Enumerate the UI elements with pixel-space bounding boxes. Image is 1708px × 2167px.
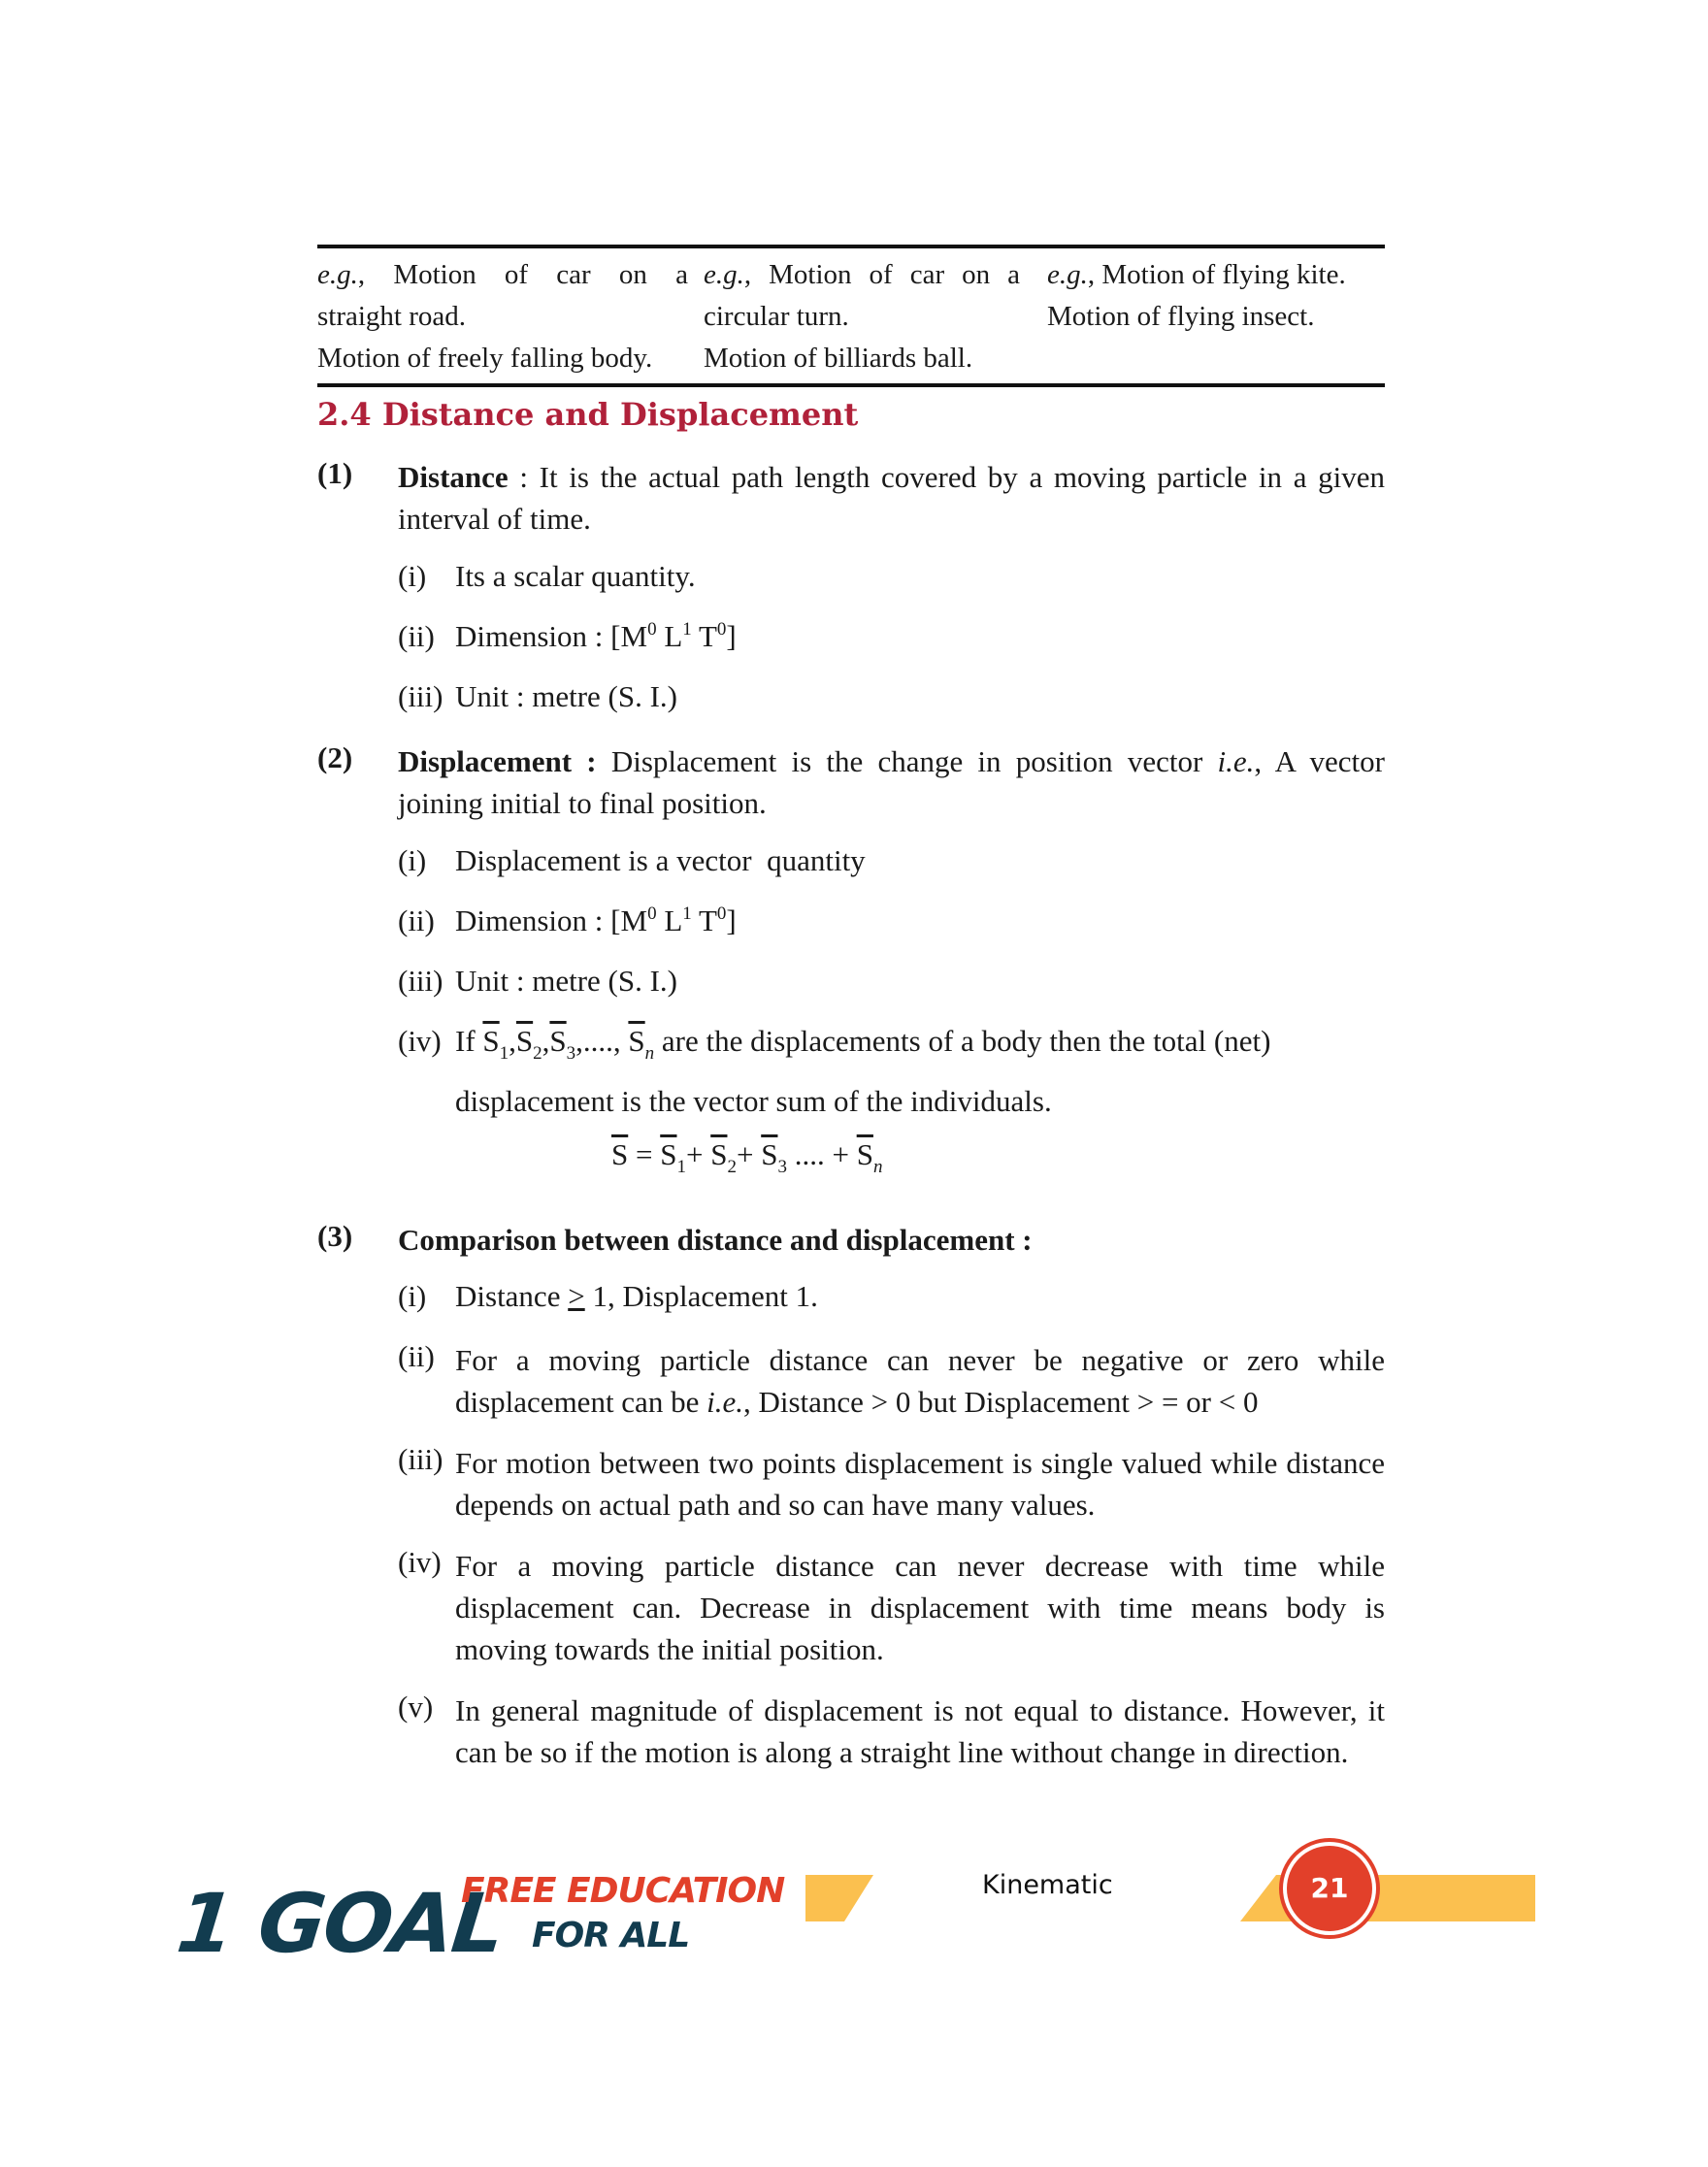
- subscript: [873, 1157, 883, 1177]
- text: L: [656, 903, 683, 937]
- subscript: 2: [533, 1043, 542, 1064]
- cell-text: , Motion of car on a: [743, 259, 1020, 290]
- sub-text: Unit : metre (S. I.): [455, 964, 678, 998]
- vector-sum-equation: [611, 1137, 883, 1177]
- ie-label: i.e.: [706, 1385, 743, 1419]
- table-cell-text: [704, 254, 1020, 296]
- text: .... +: [786, 1137, 857, 1171]
- logo-tagline-1: FREE EDUCATION: [461, 1871, 785, 1911]
- exponent: 0: [647, 903, 657, 924]
- exponent: 1: [682, 619, 692, 640]
- text: ]: [726, 619, 737, 653]
- text: ]: [726, 903, 737, 937]
- table-cell-text: Motion of flying insect.: [1047, 301, 1315, 332]
- text: =: [628, 1137, 661, 1171]
- sub-label: (iv): [398, 1545, 442, 1579]
- table-bottom-rule: [317, 383, 1385, 387]
- text: T: [691, 619, 717, 653]
- table-top-rule: [317, 245, 1385, 248]
- text: Dimension : [M: [455, 619, 648, 653]
- sub-text: Its a scalar quantity.: [455, 559, 696, 593]
- sub-text: In general magnitude of displacement is not equal to distance. However, it can be so if the motion is along a straight line without change in direction.: [455, 1693, 1385, 1769]
- sub-text: For a moving particle distance can never decrease with time while displacement can. Decrease in displacement with time means body is moving towards the initial position.: [455, 1549, 1385, 1666]
- text: Dimension : [M: [455, 903, 648, 937]
- vector-s: S: [628, 1024, 645, 1058]
- vector-s: S: [660, 1137, 677, 1171]
- text: ,: [509, 1024, 516, 1058]
- sub-text: Unit : metre (S. I.): [455, 679, 678, 713]
- term-distance: Distance: [398, 460, 509, 494]
- vector-s: S: [482, 1024, 500, 1058]
- sub-label: (iv): [398, 1024, 442, 1058]
- sub-text: [455, 1339, 1385, 1423]
- accent-bar: [1240, 1875, 1535, 1921]
- eg-label: e.g.: [317, 259, 358, 290]
- table-cell-text: Motion of freely falling body.: [317, 343, 653, 374]
- vector-s: S: [761, 1137, 778, 1171]
- text: +: [685, 1137, 711, 1171]
- accent-parallelogram: [805, 1875, 873, 1921]
- item-number: (3): [317, 1219, 353, 1253]
- text: ,....,: [575, 1024, 621, 1058]
- exponent: 1: [682, 903, 692, 924]
- subscript-n: n: [872, 1157, 883, 1177]
- eg-label: e.g.: [1047, 259, 1088, 290]
- subscript: 1: [676, 1157, 686, 1177]
- cell-text: , Motion of flying kite.: [1087, 259, 1346, 290]
- sub-text: [455, 1279, 818, 1314]
- sub-label: (i): [398, 559, 427, 593]
- text: Distance: [455, 1279, 569, 1313]
- vector-list-line: [455, 1024, 1271, 1064]
- displacement-definition: [398, 740, 1385, 824]
- text: , A vector joining initial to final position.: [398, 744, 1385, 820]
- subscript: [645, 1043, 655, 1064]
- sub-text: displacement is the vector sum of the individuals.: [455, 1084, 1052, 1118]
- dimension-formula: [455, 619, 737, 654]
- greater-equal-symbol: >: [568, 1279, 585, 1313]
- vector-s: S: [515, 1024, 534, 1058]
- text: For a moving particle distance can never be negative or zero while displacement can be: [455, 1343, 1385, 1419]
- text: L: [656, 619, 683, 653]
- sub-label: (ii): [398, 1339, 435, 1373]
- dimension-formula: [455, 903, 737, 938]
- text: If: [455, 1024, 483, 1058]
- sub-text: Displacement is a vector quantity: [455, 843, 866, 877]
- subscript: 1: [499, 1043, 509, 1064]
- sub-label: (ii): [398, 903, 435, 937]
- text: , Distance > 0 but Displacement > = or < 0: [742, 1385, 1259, 1419]
- section-heading: 2.4 Distance and Displacement: [317, 396, 859, 433]
- vector-s: S: [611, 1137, 629, 1171]
- exponent: 0: [716, 619, 727, 640]
- vector-s: S: [710, 1137, 728, 1171]
- page-number: 21: [1310, 1872, 1349, 1904]
- logo-tagline-2: FOR ALL: [532, 1916, 690, 1955]
- cell-text: , Motion of car on a: [357, 259, 688, 290]
- table-cell-text: straight road.: [317, 301, 467, 332]
- table-col-3: [1047, 254, 1385, 338]
- sub-label: (v): [398, 1690, 434, 1724]
- vector-s: S: [549, 1024, 567, 1058]
- comparison-heading: Comparison between distance and displacement :: [398, 1223, 1033, 1257]
- definition-text: : It is the actual path length covered by a moving particle in a given interval of time.: [398, 460, 1385, 536]
- exponent: 0: [716, 903, 727, 924]
- sub-label: (iii): [398, 1442, 443, 1476]
- sub-label: (ii): [398, 619, 435, 653]
- text: 1, Displacement 1.: [584, 1279, 818, 1313]
- text: ,: [542, 1024, 550, 1058]
- sub-label: (i): [398, 843, 427, 877]
- subscript: 3: [566, 1043, 576, 1064]
- eg-label: e.g.: [704, 259, 744, 290]
- sub-label: (i): [398, 1279, 427, 1313]
- item-number: (2): [317, 740, 353, 774]
- table-col-2: [704, 254, 1020, 379]
- term-displacement: Displacement :: [398, 744, 597, 778]
- logo-main: 1 GOAL: [172, 1876, 508, 1971]
- chapter-name: Kinematic: [982, 1870, 1113, 1900]
- exponent: 0: [647, 619, 657, 640]
- item-number: (1): [317, 456, 353, 490]
- subscript: 3: [777, 1157, 787, 1177]
- vector-s: S: [856, 1137, 873, 1171]
- text: +: [736, 1137, 762, 1171]
- table-cell-text: circular turn.: [704, 301, 849, 332]
- table-cell-text: [317, 254, 688, 296]
- ie-label: i.e.: [1217, 744, 1255, 778]
- table-cell-text: [1047, 254, 1385, 296]
- subscript-n: n: [644, 1043, 655, 1064]
- table-cell-text: Motion of billiards ball.: [704, 343, 973, 374]
- sub-text: For motion between two points displacement is single valued while distance depends on actual path and so can have many values.: [455, 1446, 1385, 1522]
- text: are the displacements of a body then the total (net): [654, 1024, 1271, 1058]
- sub-label: (iii): [398, 679, 443, 713]
- text: Displacement is the change in position vector: [596, 744, 1218, 778]
- text: T: [691, 903, 717, 937]
- sub-label: (iii): [398, 964, 443, 998]
- subscript: 2: [727, 1157, 737, 1177]
- distance-definition: [398, 456, 1385, 540]
- table-col-1: [317, 254, 688, 379]
